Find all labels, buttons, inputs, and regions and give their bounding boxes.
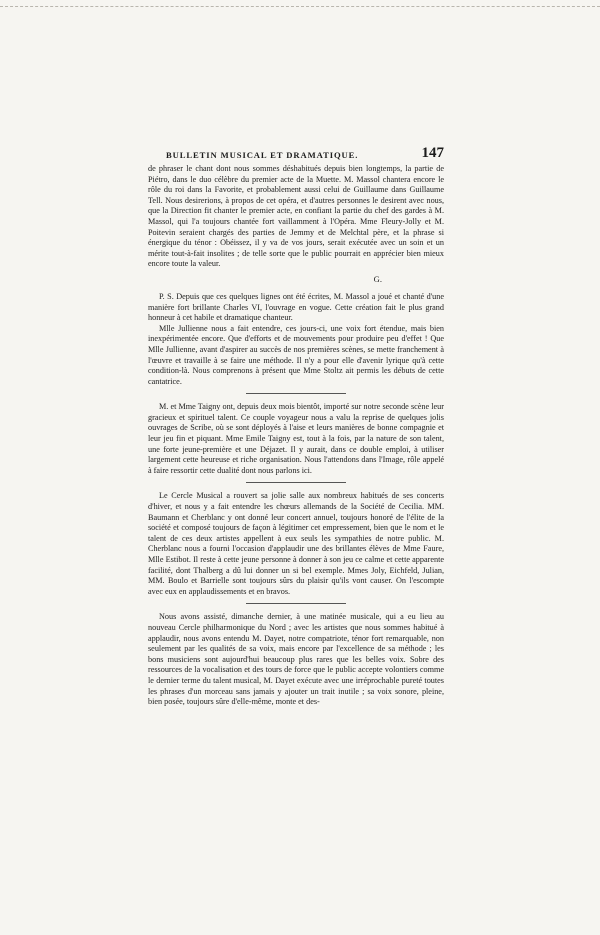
paragraph-cercle-musical: Le Cercle Musical a rouvert sa jolie salle aux nombreux habitués de ses concerts d'hiver, et nous y a fait entendre les chœurs allemands de la Société de Cecilia. MM. Baumann et Cherblanc y ont donné leur concert annuel, toujours honoré de l'élite de la société et composé toujours de façon à légitimer cet empressement, bien que le nom et le talent de ces deux artistes appellent à eux seuls les sympathies de notre public. M. Cherblanc nous a fourni l'occasion d'applaudir une des brillantes élèves de Mme Faure, Mlle Estibot. Il reste à cette jeune personne à donner à son jeu ce calme et cette apparente facilité, dont Thalberg a dû lui donner un si bel exemple. Mmes Joly, Eichfeld, Julian, MM. Boulo et Barrielle sont toujours sûrs du plaisir qu'ils vont causer. On l'escompte avec eux en applaudissements et en bravos. <box>148 491 444 596</box>
header-title: BULLETIN MUSICAL ET DRAMATIQUE. <box>166 150 359 160</box>
paragraph-matinee-musicale: Nous avons assisté, dimanche dernier, à une matinée musicale, qui a eu lieu au nouveau Cercle philharmonique du Nord ; avec les artistes que nous sommes habitué à applaudir, nous avons entendu M. Dayet, notre compatriote, ténor fort remarquable, non seulement par les qualités de sa voix, mais encore par l'excellence de sa méthode ; les bons musiciens sont aujourd'hui beaucoup plus rares que les belles voix. Sobre des ressources de la vocalisation et des tours de force que le public accepte volontiers comme le dernier terme du talent musical, M. Dayet exécute avec une irréprochable pureté toutes les phrases d'un morceau sans jamais y ajouter un trait inutile ; sa voix sonore, pleine, bien posée, toujours sûre d'elle-même, monte et des- <box>148 612 444 707</box>
page-number: 147 <box>421 145 444 161</box>
paragraph-postscript: P. S. Depuis que ces quelques lignes ont été écrites, M. Massol a joué et chanté d'une manière fort brillante Charles VI, l'ouvrage en vogue. Cette création fait le plus grand honneur à cet habile et dramatique chanteur. <box>148 291 444 323</box>
paragraph-massol-continuation: de phraser le chant dont nous sommes déshabitués depuis bien longtemps, la partie de Piétro, dans le duo célèbre du premier acte de la Muette. M. Massol chantera encore le rôle du roi dans la Favorite, et probablement aussi celui de Guillaume dans Guillaume Tell. Nous desirerions, à propos de cet opéra, et d'autres personnes le desirent avec nous, que la Direction fit chanter le premier acte, en confiant la partie du chef des gardes à M. Massol, qui l'a toujours chantée fort vaillamment à l'Opéra. Mme Fleury-Jolly et M. Poitevin seraient chargés des parties de Jemmy et de Melchtal père, et la phrase si énergique du ténor : Obéissez, il y va de vos jours, serait exécutée avec un soin et un mérite tout-à-fait insolites ; de telle sorte que le public pourrait en apprécier bien mieux encore toute la valeur. <box>148 164 444 269</box>
section-divider <box>246 603 346 604</box>
signature: G. <box>373 273 382 284</box>
paragraph-jullienne: Mlle Jullienne nous a fait entendre, ces jours-ci, une voix fort étendue, mais bien inexpérimentée encore. Que d'efforts et de mouvements pour produire peu d'effet ! Que Mlle Jullienne, avant d'aspirer au succès de nos premières scènes, se mette franchement à l'œuvre et travaille à se faire une méthode. Il n'y a pour elle d'avenir lyrique qu'à cette condition-là. Nous comprenons à présent que Mme Stoltz ait permis les débuts de cette cantatrice. <box>148 323 444 386</box>
paragraph-taigny: M. et Mme Taigny ont, depuis deux mois bientôt, importé sur notre seconde scène leur gracieux et spirituel talent. Ce couple voyageur nous a valu la reprise de quelques jolis ouvrages de Scribe, où se sont déployés à l'aise et leurs manières de bonne compagnie et leur jeu fin et piquant. Mme Emile Taigny est, tout à la fois, par la nature de son talent, une forte jeune-première et une Déjazet. Il y aurait, dans ce double emploi, à utiliser largement cette heureuse et riche organisation. Nous l'attendons dans l'Image, rôle appelé à faire ressortir cette dualité dont nous parlons ici. <box>148 402 444 475</box>
section-divider <box>246 482 346 483</box>
top-dashed-rule <box>0 6 600 7</box>
section-divider <box>246 393 346 394</box>
page-column <box>148 146 444 708</box>
running-head <box>148 146 444 164</box>
